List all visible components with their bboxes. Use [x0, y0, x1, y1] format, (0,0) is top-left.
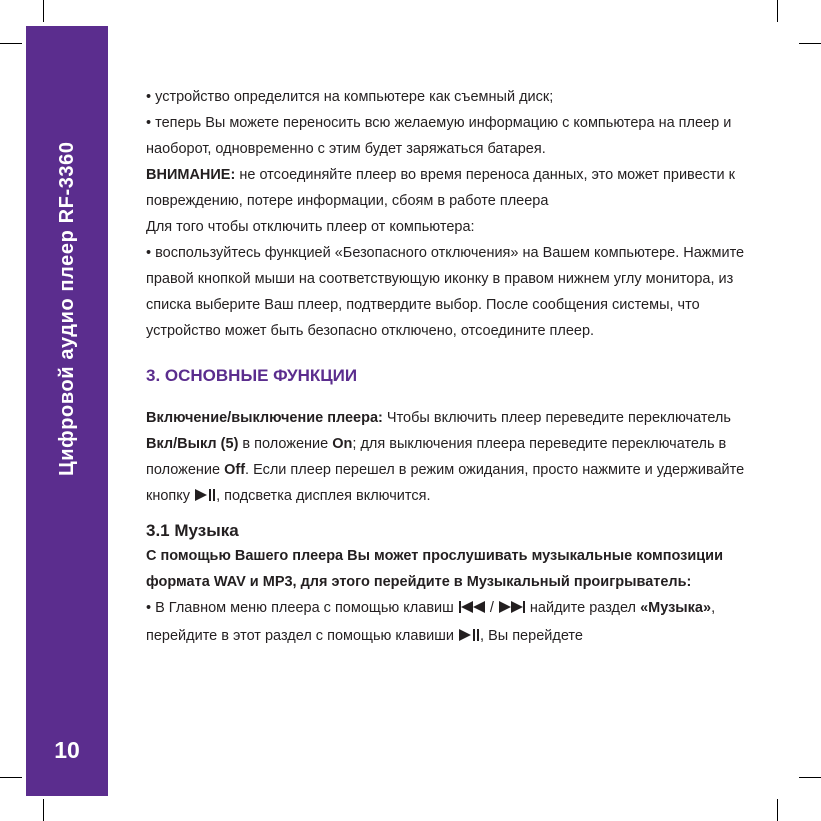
text: • В Главном меню плеера с помощью клавиш [146, 600, 458, 616]
music-paragraph [146, 595, 746, 651]
paragraph: • устройство определится на компьютере как съемный диск; [146, 89, 554, 105]
next-track-icon [498, 597, 526, 623]
music-intro: С помощью Вашего плеера Вы может прослушивать музыкальные композиции формата WAV и MP3, для этого перейдите в Музыкальный проигрыватель: [146, 548, 724, 590]
music-section-name: «Музыка» [640, 600, 712, 616]
crop-mark [777, 799, 778, 821]
switch-label: Вкл/Выкл (5) [146, 436, 239, 452]
play-pause-icon [458, 625, 480, 651]
warning-label: ВНИМАНИЕ: [146, 167, 236, 183]
sidebar-title: Цифровой аудио плеер RF-3360 [56, 141, 78, 476]
paragraph: • воспользуйтесь функцией «Безопасного отключения» на Вашем компьютере. Нажмите правой кнопкой мыши на соответствующую иконку в правом нижнем углу монитора, из списка выберите Ваш плеер, подтвердите выбор. После сообщения системы, что устройство может быть безопасно отключено, отсоедините плеер. [146, 245, 745, 339]
crop-mark [43, 0, 44, 22]
page-content [146, 84, 746, 651]
text: найдите раздел [525, 600, 641, 616]
on-label: On [332, 436, 353, 452]
crop-mark [799, 777, 821, 778]
crop-mark [0, 777, 22, 778]
power-paragraph [146, 405, 746, 511]
warning-paragraph [146, 162, 746, 214]
text: ; для выключения плеера переведите переключатель в положение [146, 436, 727, 478]
text: / [485, 600, 498, 616]
text: , перейдите в этот раздел с помощью клавиши [146, 600, 716, 644]
previous-track-icon [458, 597, 486, 623]
text: , Вы перейдете [480, 628, 583, 644]
text: , подсветка дисплея включится. [216, 488, 431, 504]
paragraph: • теперь Вы можете переносить всю желаемую информацию с компьютера на плеер и наоборот, одновременно с этим будет заряжаться батарея. [146, 115, 732, 157]
crop-mark [799, 43, 821, 44]
text: в положение [238, 436, 333, 452]
paragraph: Для того чтобы отключить плеер от компьютера: [146, 219, 475, 235]
off-label: Off [224, 462, 246, 478]
power-label: Включение/выключение плеера: [146, 410, 383, 426]
text: Чтобы включить плеер переведите переключатель [382, 410, 731, 426]
subsection-heading: 3.1 Музыка [146, 521, 239, 540]
warning-text: не отсоединяйте плеер во время переноса данных, это может привести к повреждению, потере информации, сбоям в работе плеера [146, 167, 736, 209]
crop-mark [43, 799, 44, 821]
text: . Если плеер перешел в режим ожидания, просто нажмите и удерживайте кнопку [146, 462, 745, 504]
play-pause-icon [194, 485, 216, 511]
section-heading: 3. ОСНОВНЫЕ ФУНКЦИИ [146, 366, 358, 385]
page-number: 10 [54, 737, 80, 763]
crop-mark [777, 0, 778, 22]
crop-mark [0, 43, 22, 44]
